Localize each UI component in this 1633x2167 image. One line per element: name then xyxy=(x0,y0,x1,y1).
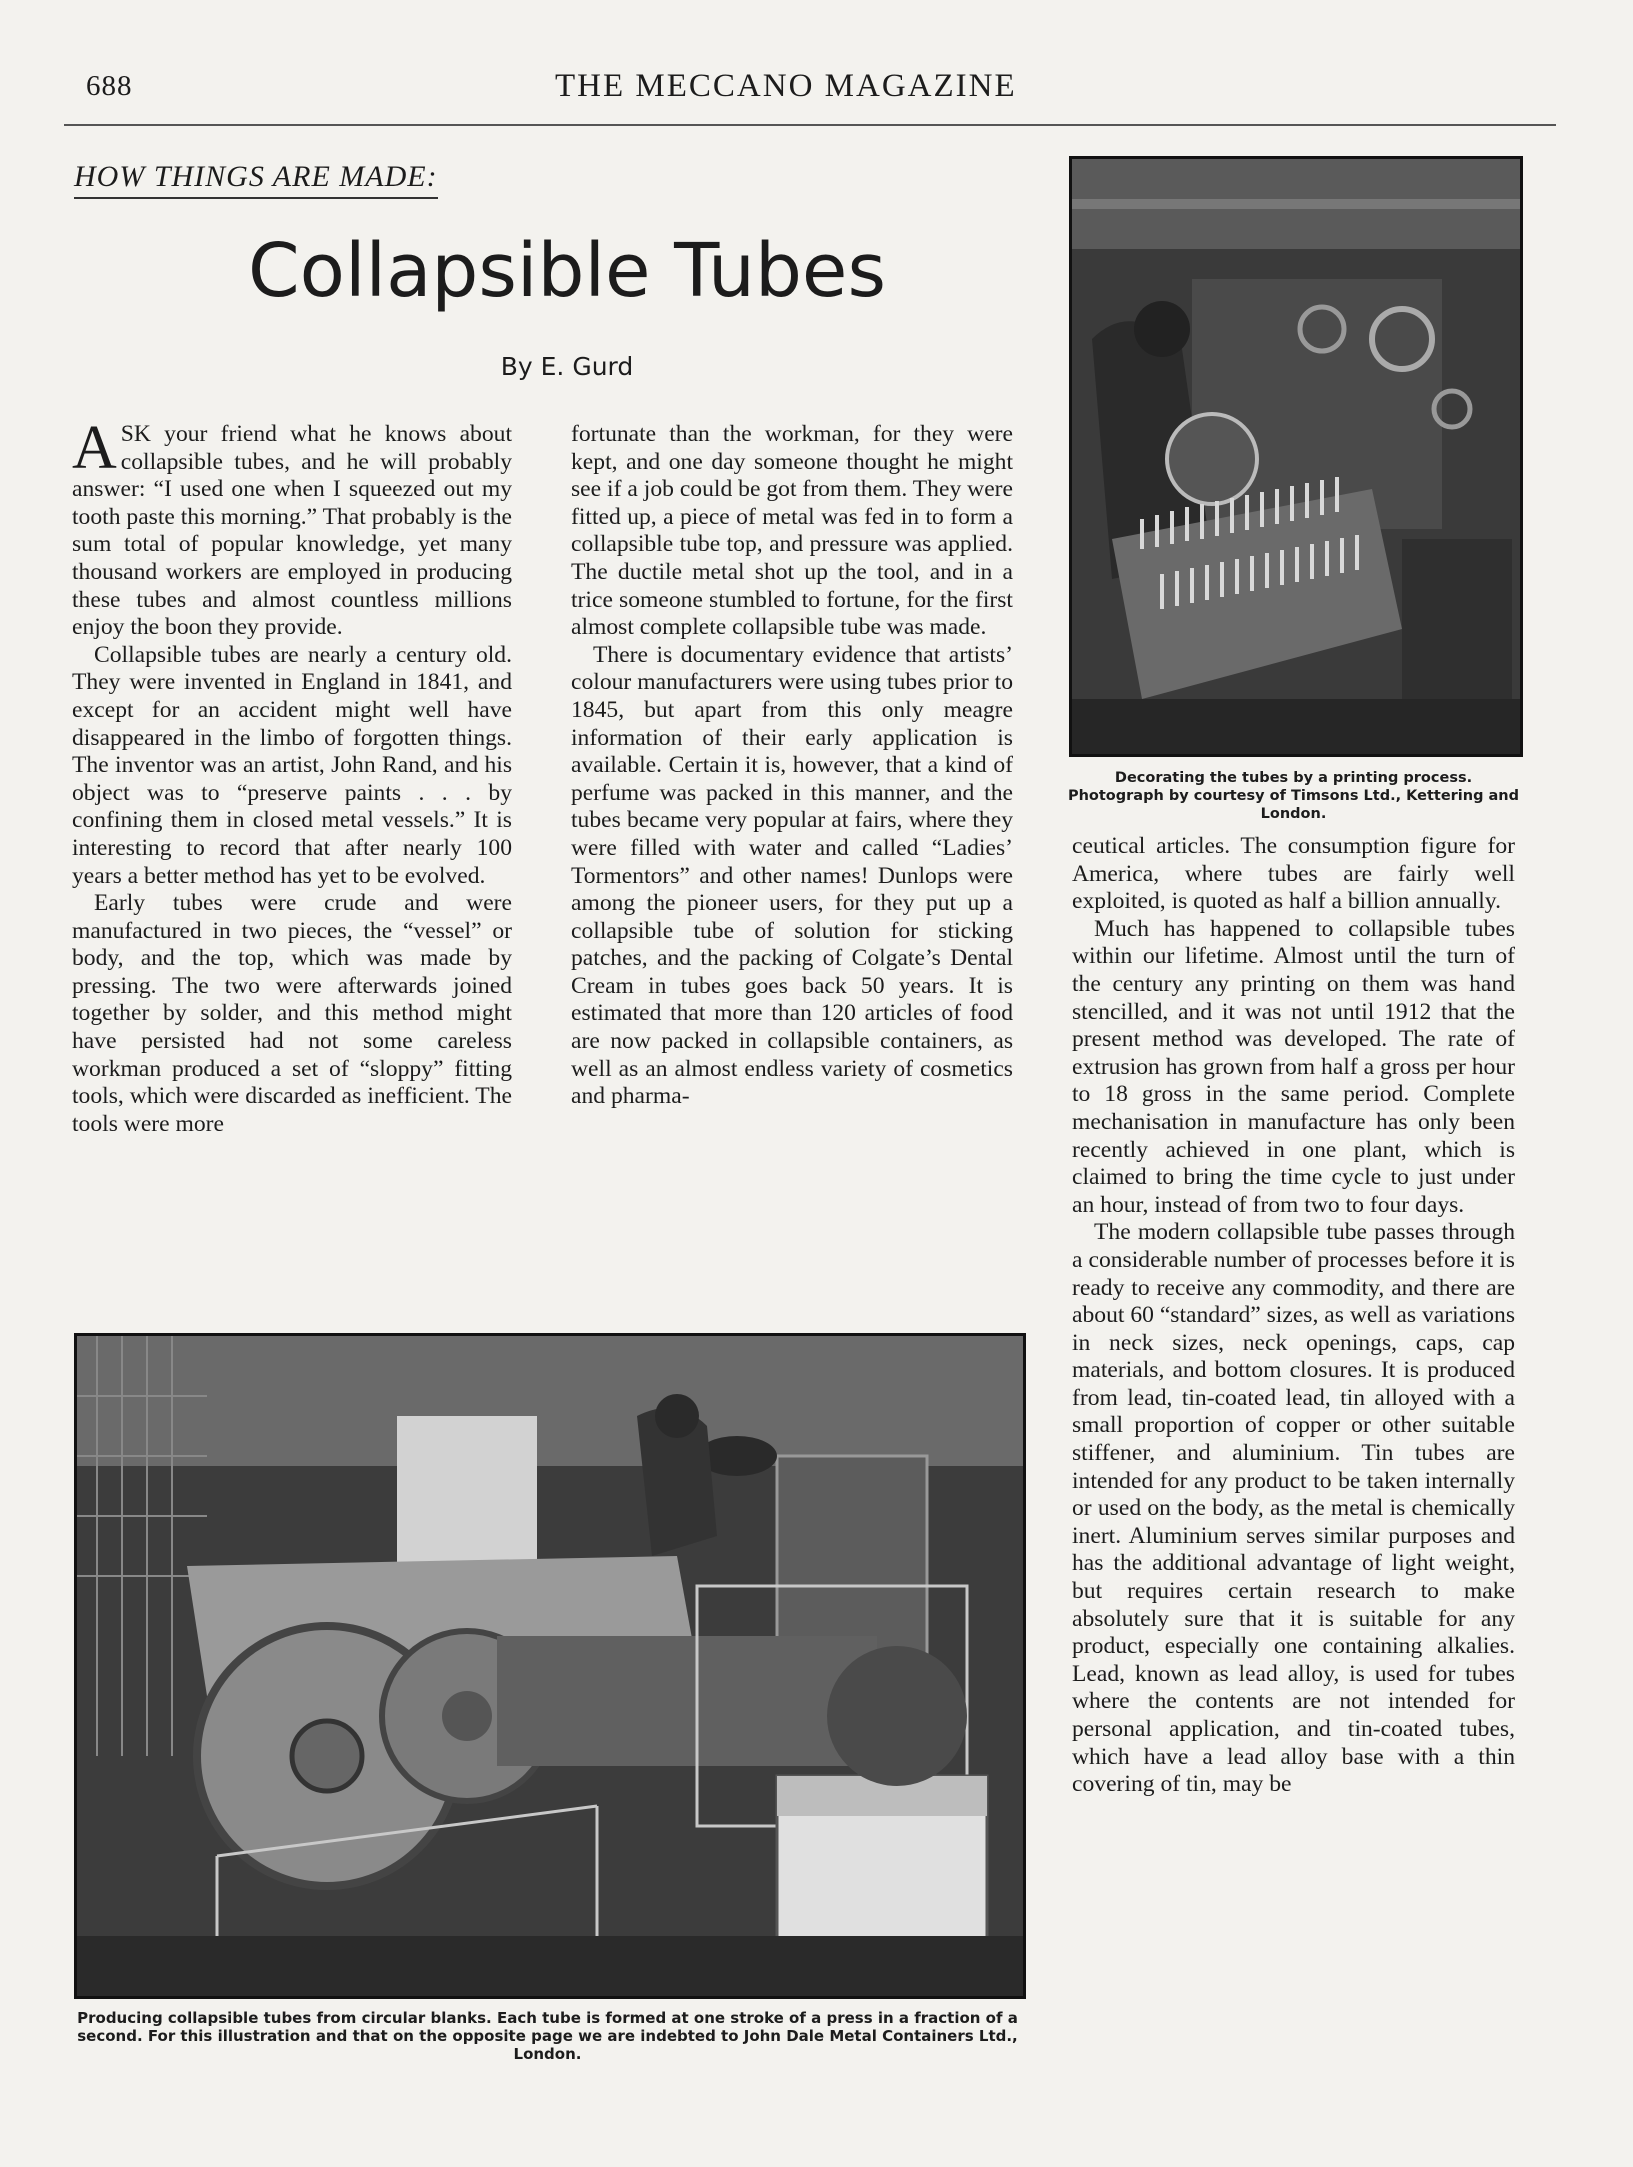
text-column-2 xyxy=(571,421,1013,1311)
paragraph-text: SK your friend what he knows about collapsible tubes, and he will probably answer: “I used one when I squeezed out my tooth paste this morning.” That probably is the sum total of popular knowledge, yet many thousand workers are employed in producing these tubes and almost countless millions enjoy the boon they provide. xyxy=(72,421,512,641)
bottom-photo-caption: Producing collapsible tubes from circular blanks. Each tube is formed at one stroke of a press in a fraction of a second. For this illustration and that on the opposite page we are indebted to John Dale Metal Containers Ltd., London. xyxy=(77,2009,1018,2063)
running-head: THE MECCANO MAGAZINE xyxy=(555,68,1017,104)
text-column-3 xyxy=(1072,833,1515,2058)
header-rule xyxy=(64,124,1556,126)
paragraph: Early tubes were crude and were manufactured in two pieces, the “vessel” or body, and the top, which was made by pressing. The two were afterwards joined together by solder, and this method might have persisted had not some careless workman produced a set of “sloppy” fitting tools, which were discarded as inefficient. The tools were more xyxy=(72,890,512,1137)
photo-press-machine xyxy=(74,1333,1026,1999)
drop-cap: A xyxy=(72,421,117,482)
paragraph: Much has happened to collapsible tubes within our lifetime. Almost until the turn of the century any printing on them was hand stencilled, and it was not until 1912 that the present method was developed. The rate of extrusion has grown from half a gross per hour to 18 gross in the same period. Complete mechanisation in manufacture has only been recently achieved in one plant, which is claimed to bring the time cycle to just under an hour, instead of from two to four days. xyxy=(1072,915,1515,1218)
page-number: 688 xyxy=(86,70,133,102)
top-photo-caption: Decorating the tubes by a printing process. Photograph by courtesy of Timsons Ltd., Kettering and London. xyxy=(1067,770,1520,822)
article-title: Collapsible Tubes xyxy=(248,228,886,314)
paragraph: fortunate than the workman, for they were kept, and one day someone thought he might see if a job could be got from them. They were fitted up, a piece of metal was fed in to form a collapsible tube top, and pressure was applied. The ductile metal shot up the tool, and in a trice someone stumbled to fortune, for the first almost complete collapsible tube was made. xyxy=(571,421,1013,641)
series-heading: HOW THINGS ARE MADE: xyxy=(74,160,438,199)
paragraph: There is documentary evidence that artists’ colour manufacturers were using tubes prior to 1845, but apart from this only meagre information of their early application is available. Certain it is, however, that a kind of perfume was packed in this manner, and the tubes became very popular at fairs, where they were filled with water and called “Ladies’ Tormentors” and other names! Dunlops were among the pioneer users, for they put up a collapsible tube of solution for sticking patches, and the packing of Colgate’s Dental Cream in tubes goes back 50 years. It is estimated that more than 120 articles of food are now packed in collapsible containers, as well as an almost endless variety of cosmetics and pharma- xyxy=(571,641,1013,1110)
press-machine-image xyxy=(77,1336,1023,1996)
text-column-1 xyxy=(72,421,512,1311)
paragraph: Collapsible tubes are nearly a century old. They were invented in England in 1841, and except for an accident might well have disappeared in the limbo of forgotten things. The inventor was an artist, John Rand, and his object was to “preserve paints . . . by confining them in closed metal vessels.” It is interesting to record that after nearly 100 years a better method has yet to be evolved. xyxy=(72,641,512,889)
byline: By E. Gurd xyxy=(500,352,634,381)
photo-printing-process xyxy=(1069,156,1523,757)
paragraph: ceutical articles. The consumption figure for America, where tubes are fairly well exploited, is quoted as half a billion annually. xyxy=(1072,833,1515,915)
paragraph: The modern collapsible tube passes through a considerable number of processes before it is ready to receive any commodity, and there are about 60 “standard” sizes, as well as variations in neck sizes, neck openings, caps, cap materials, and bottom closures. It is produced from lead, tin-coated lead, tin alloyed with a small proportion of copper or other suitable stiffener, and aluminium. Tin tubes are intended for any product to be taken internally or used on the body, as the metal is chemically inert. Aluminium serves similar purposes and has the additional advantage of light weight, but requires certain research to make absolutely sure that it is suitable for any product, especially one containing alkalies. Lead, known as lead alloy, is used for tubes where the contents are not intended for personal application, and tin-coated tubes, which have a lead alloy base with a thin covering of tin, may be xyxy=(1072,1219,1515,1798)
printing-machine-image xyxy=(1072,159,1520,754)
paragraph xyxy=(72,421,512,642)
